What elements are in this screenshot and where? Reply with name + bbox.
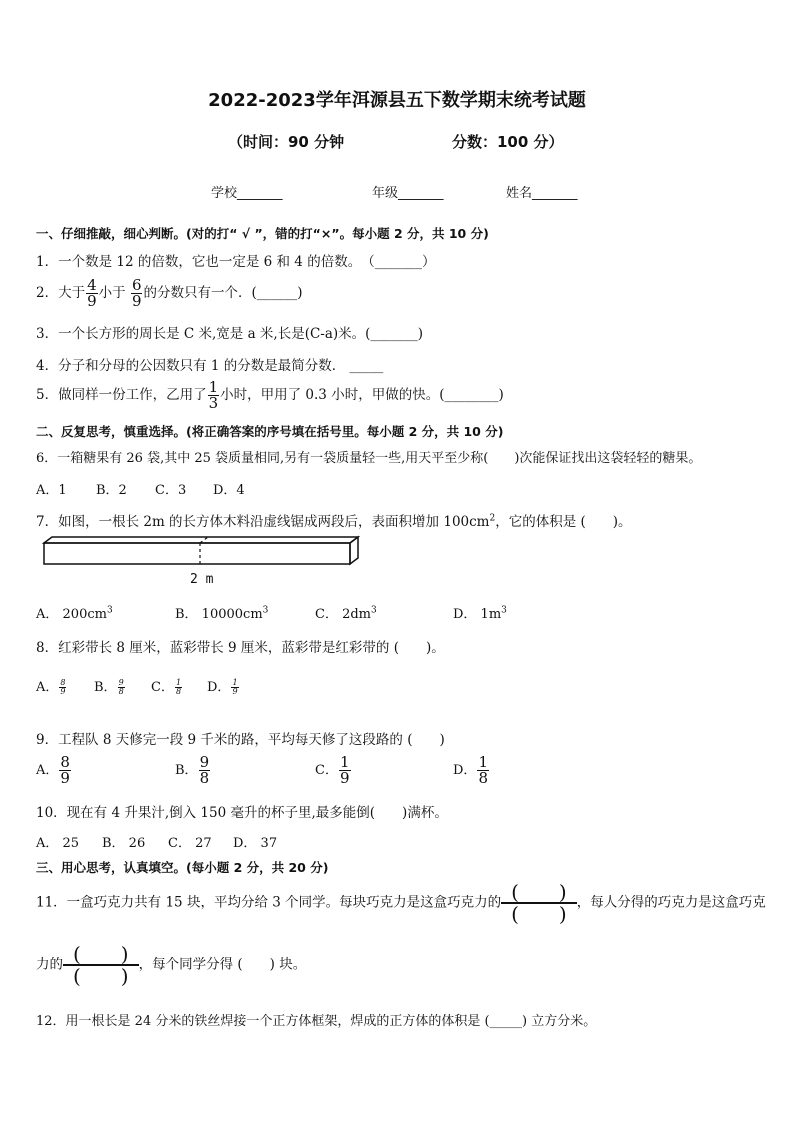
numerator: 1 [232, 678, 238, 687]
q6-option-b: B．2 [96, 483, 127, 498]
question-12: 12．用一根长是 24 分米的铁丝焊接一个正方体框架，焊成的正方体的体积是 (_____) 立方分米。 [36, 1014, 597, 1029]
question-6: 6．一箱糖果有 26 袋,其中 25 袋质量相同,另有一袋质量轻一些,用天平至少称( )次能保证找出这袋轻轻的糖果。 [36, 451, 702, 466]
option-fraction [477, 755, 489, 786]
denominator-blank: ( ) [63, 964, 139, 986]
option-fraction [118, 679, 125, 696]
denominator: 9 [60, 769, 70, 787]
question-2 [36, 278, 303, 309]
q7-option-a [36, 603, 113, 622]
superscript: 3 [262, 605, 269, 616]
q9-option-b [175, 755, 211, 786]
option-fraction [59, 679, 66, 696]
numerator: 1 [339, 753, 350, 771]
denominator: 8 [199, 769, 210, 787]
option-text: A． 200cm [36, 607, 107, 622]
q2-text-b: 小于 [98, 285, 126, 301]
option-label: B． [175, 763, 198, 778]
q11-blank-fraction-1 [501, 882, 577, 924]
q10-option-c: C． 27 [168, 836, 212, 851]
grade-field: 年级_______ [372, 186, 444, 201]
numerator: 8 [60, 753, 70, 771]
numerator: 4 [87, 276, 97, 294]
cut-line-top [200, 537, 208, 543]
question-9: 9．工程队 8 天修完一段 9 千米的路，平均每天修了这段路的 ( ) [36, 732, 445, 748]
q11-text-b: ，每人分得的巧克力是这盒巧克 [576, 894, 766, 911]
question-5 [36, 380, 504, 411]
q7-option-d [453, 603, 507, 622]
option-fraction [199, 755, 211, 786]
q11-blank-fraction-2 [63, 944, 139, 986]
option-label: D． [207, 680, 231, 695]
option-label: D． [453, 763, 477, 778]
option-text: B． 10000cm [175, 607, 263, 622]
option-fraction [175, 679, 182, 696]
denominator: 9 [232, 687, 238, 696]
q8-option-a [36, 676, 67, 696]
question-11-line-2 [36, 944, 306, 986]
q8-option-c [151, 676, 183, 696]
q5-fraction [208, 380, 220, 411]
q2-text-c: 的分数只有一个．(______) [143, 285, 303, 301]
question-7 [36, 510, 632, 530]
section-1-heading: 一、仔细推敲，细心判断。(对的打“ √ ”，错的打“×”。每小题 2 分，共 10 分) [36, 226, 489, 241]
question-3: 3．一个长方形的周长是 C 米,宽是 a 米,长是(C-a)米。(_______) [36, 326, 423, 342]
denominator-blank: ( ) [501, 902, 577, 924]
school-field: 学校_______ [211, 186, 283, 201]
q9-option-c [315, 755, 352, 786]
numerator: 6 [131, 276, 142, 294]
numerator: 1 [175, 678, 182, 687]
q2-text-a: 2．大于 [36, 285, 86, 301]
denominator: 3 [208, 394, 219, 412]
option-text: C． 2dm [315, 607, 371, 622]
numerator: 9 [199, 753, 210, 771]
q7-text-a: 7．如图，一根长 2m 的长方体木料沿虚线锯成两段后，表面积增加 100cm [36, 514, 490, 530]
q2-fraction-1 [86, 278, 98, 309]
section-2-heading: 二、反复思考，慎重选择。(将正确答案的序号填在括号里。每小题 2 分，共 10 分) [36, 424, 504, 439]
q5-text-a: 5．做同样一份工作，乙用了 [36, 387, 207, 403]
q6-option-c: C．3 [155, 483, 187, 498]
q5-text-b: 小时，甲用了 0.3 小时，甲做的快。(________) [220, 387, 504, 403]
numerator: 8 [60, 678, 66, 687]
q10-option-a: A． 25 [36, 836, 80, 851]
option-fraction [339, 755, 351, 786]
q7-option-c [315, 603, 377, 622]
question-4: 4．分子和分母的公因数只有 1 的分数是最简分数． _____ [36, 358, 384, 374]
q7-option-b [175, 603, 268, 622]
beam-front-face [44, 543, 350, 564]
option-fraction [231, 679, 238, 696]
denominator: 9 [60, 687, 66, 696]
exam-time: （时间：90 分钟 [228, 133, 345, 151]
question-8: 8．红彩带长 8 厘米，蓝彩带长 9 厘米，蓝彩带是红彩带的 ( )。 [36, 640, 445, 656]
q10-option-b: B． 26 [102, 836, 146, 851]
denominator: 8 [118, 687, 124, 696]
q8-option-d [207, 676, 240, 696]
q11-text-c: 力的 [36, 956, 63, 973]
q9-option-d [453, 755, 490, 786]
denominator: 9 [87, 292, 97, 310]
name-field: 姓名_______ [506, 186, 578, 201]
option-label: B． [94, 680, 117, 695]
superscript: 3 [501, 605, 507, 616]
wood-beam-diagram [40, 533, 362, 569]
option-label: C． [151, 680, 174, 695]
q7-superscript: 2 [489, 513, 496, 524]
numerator-blank: ( ) [511, 880, 567, 904]
q6-option-a: A．1 [36, 483, 67, 498]
q11-text-a: 11．一盒巧克力共有 15 块，平均分给 3 个同学。每块巧克力是这盒巧克力的 [36, 894, 502, 911]
option-label: A． [36, 763, 59, 778]
numerator: 1 [208, 378, 219, 396]
option-label: A． [36, 680, 59, 695]
superscript: 3 [106, 605, 113, 616]
section-3-heading: 三、用心思考，认真填空。(每小题 2 分，共 20 分) [36, 860, 329, 875]
page-title: 2022-2023学年洱源县五下数学期末统考试题 [208, 90, 586, 111]
q7-text-b: ，它的体积是 ( )。 [495, 514, 632, 530]
option-label: C． [315, 763, 338, 778]
q10-option-d: D． 37 [233, 836, 278, 851]
denominator: 9 [131, 292, 142, 310]
denominator: 8 [478, 769, 488, 787]
denominator: 8 [175, 687, 182, 696]
q8-option-b [94, 676, 126, 696]
option-text: D． 1m [453, 607, 502, 622]
question-1: 1．一个数是 12 的倍数，它也一定是 6 和 4 的倍数。 （_______） [36, 254, 436, 270]
beam-end-face [350, 537, 358, 564]
denominator: 9 [339, 769, 350, 787]
option-fraction [59, 755, 71, 786]
q9-option-a [36, 755, 72, 786]
numerator: 1 [478, 753, 488, 771]
q11-text-d: ，每个同学分得 ( ) 块。 [138, 956, 307, 973]
beam-length-label: 2 m [190, 572, 214, 587]
exam-score: 分数：100 分） [452, 133, 564, 151]
numerator-blank: ( ) [73, 942, 129, 966]
question-11-line-1 [36, 882, 766, 924]
superscript: 3 [371, 605, 377, 616]
numerator: 9 [118, 678, 124, 687]
q2-fraction-2 [131, 278, 143, 309]
q6-option-d: D．4 [213, 483, 245, 498]
question-10: 10．现在有 4 升果汁,倒入 150 毫升的杯子里,最多能倒( )满杯。 [36, 805, 448, 821]
